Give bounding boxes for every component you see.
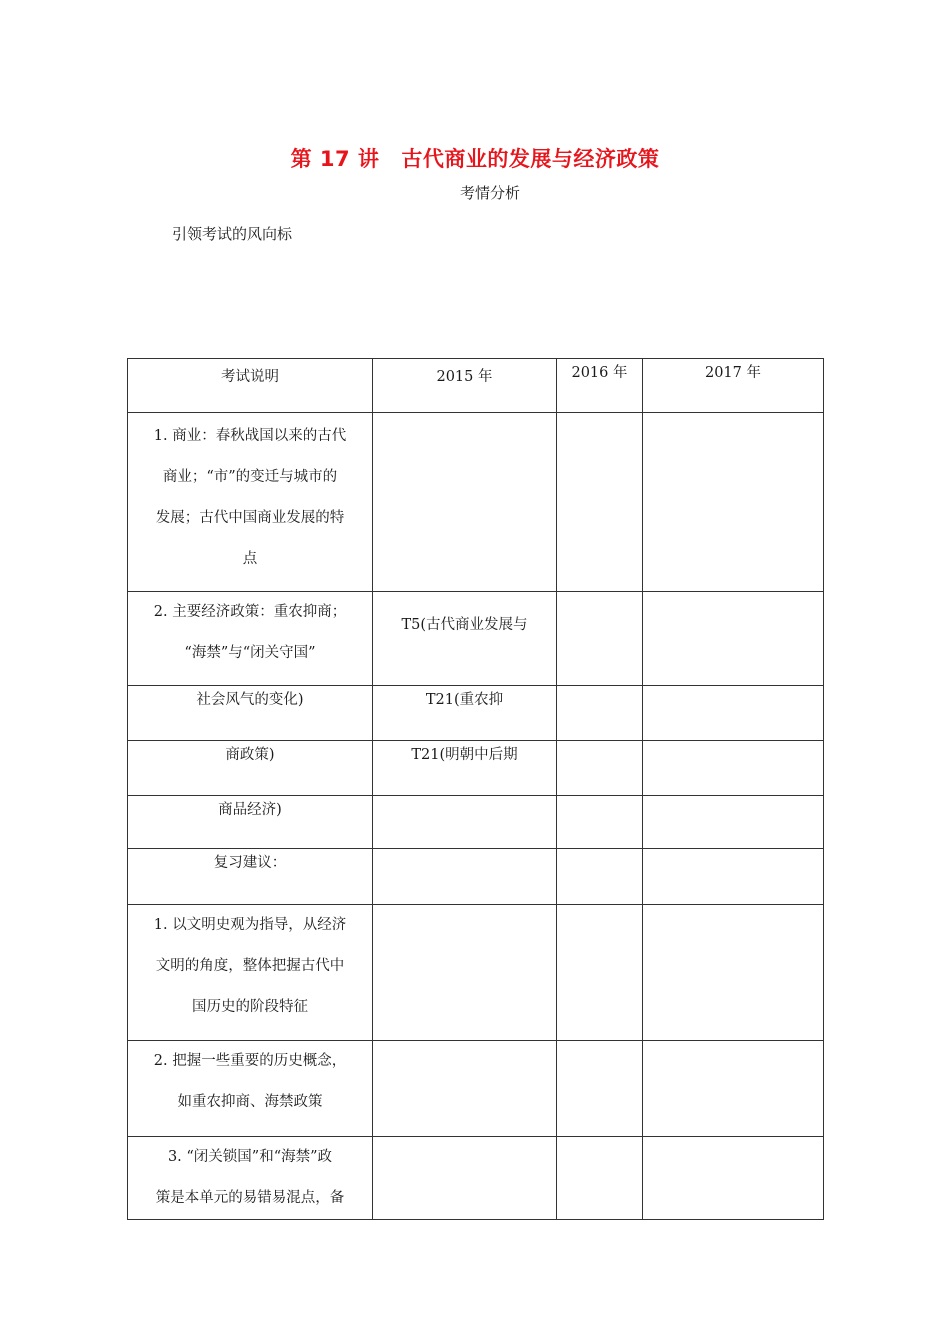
- table-row: [128, 741, 824, 796]
- row-description: 1. 以文明史观为指导，从经济 文明的角度，整体把握古代中 国历史的阶段特征: [128, 905, 373, 1041]
- header-2015: 2015 年: [373, 359, 557, 413]
- header-exam-description: 考试说明: [128, 359, 373, 413]
- cell-2015: T5(古代商业发展与: [373, 592, 557, 686]
- cell-2016: [557, 905, 643, 1041]
- cell-2017: [643, 905, 824, 1041]
- cell-2017: [643, 413, 824, 592]
- exam-analysis-table: [127, 358, 824, 1220]
- cell-2017: [643, 741, 824, 796]
- cell-2016: [557, 796, 643, 849]
- cell-2016: [557, 849, 643, 905]
- cell-2015: [373, 413, 557, 592]
- header-2017: 2017 年: [643, 359, 824, 413]
- table-row: [128, 686, 824, 741]
- table-row: [128, 1137, 824, 1220]
- cell-2016: [557, 741, 643, 796]
- cell-2017: [643, 592, 824, 686]
- cell-2017: [643, 849, 824, 905]
- table-row: [128, 592, 824, 686]
- cell-2016: [557, 1041, 643, 1137]
- cell-2017: [643, 796, 824, 849]
- cell-2016: [557, 592, 643, 686]
- row-description: 商品经济): [128, 796, 373, 849]
- cell-2015: T21(重农抑: [373, 686, 557, 741]
- table-header-row: [128, 359, 824, 413]
- row-description: 2. 主要经济政策：重农抑商； “海禁”与“闭关守国”: [128, 592, 373, 686]
- table-row: [128, 796, 824, 849]
- cell-2015: [373, 796, 557, 849]
- cell-2016: [557, 413, 643, 592]
- lesson-topic: 古代商业的发展与经济政策: [401, 147, 660, 171]
- table-row: [128, 905, 824, 1041]
- cell-2017: [643, 1041, 824, 1137]
- row-description: 社会风气的变化): [128, 686, 373, 741]
- guide-label: 引领考试的风向标: [172, 225, 293, 243]
- row-description: 复习建议：: [128, 849, 373, 905]
- table-row: [128, 413, 824, 592]
- lesson-title: [0, 143, 950, 173]
- header-2016: 2016 年: [557, 359, 643, 413]
- table-row: [128, 849, 824, 905]
- cell-2015: [373, 905, 557, 1041]
- cell-2017: [643, 1137, 824, 1220]
- cell-2016: [557, 686, 643, 741]
- cell-2016: [557, 1137, 643, 1220]
- row-description: 1. 商业：春秋战国以来的古代 商业；“市”的变迁与城市的 发展；古代中国商业发展的特 点: [128, 413, 373, 592]
- cell-2015: T21(明朝中后期: [373, 741, 557, 796]
- cell-2015: [373, 849, 557, 905]
- cell-2015: [373, 1137, 557, 1220]
- cell-2017: [643, 686, 824, 741]
- section-subtitle: 考情分析: [459, 184, 520, 202]
- lesson-number: 第 17 讲: [290, 147, 380, 171]
- row-description: 商政策): [128, 741, 373, 796]
- row-description: 3. “闭关锁国”和“海禁”政 策是本单元的易错易混点，备: [128, 1137, 373, 1220]
- table-row: [128, 1041, 824, 1137]
- row-description: 2. 把握一些重要的历史概念， 如重农抑商、海禁政策: [128, 1041, 373, 1137]
- cell-2015: [373, 1041, 557, 1137]
